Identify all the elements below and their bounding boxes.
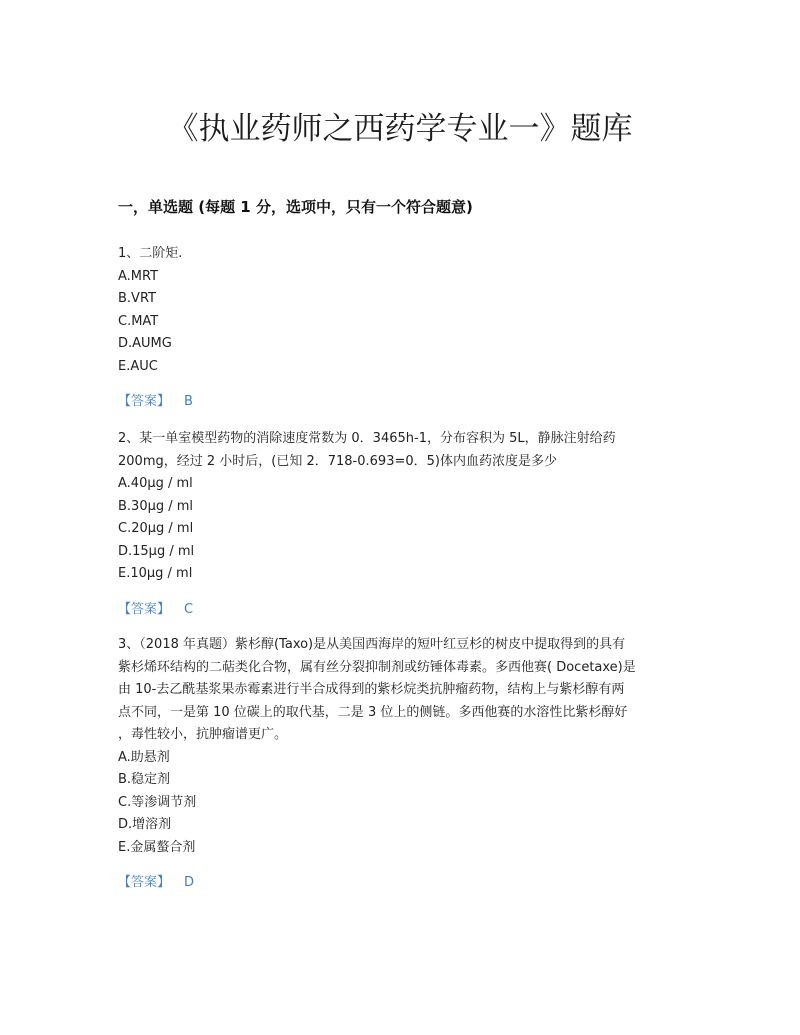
option-b: B.30μg / ml <box>118 498 194 514</box>
option-e: E.10μg / ml <box>118 566 193 581</box>
question-stem-line: 3、（2018 年真题）紫杉醇(Taxo)是从美国西海岸的短叶红豆杉的树皮中提取得到的具有 <box>118 637 626 652</box>
option-c: C.20μg / ml <box>118 521 194 536</box>
question-stem-line: 由 10-去乙酰基浆果赤霉素进行半合成得到的紫杉烷类抗肿瘤药物，结构上与紫杉醇有两 <box>118 682 625 697</box>
option-d: D.增溶剂 <box>118 817 172 832</box>
question-3-options <box>118 747 684 860</box>
option-a: A.助悬剂 <box>118 749 170 765</box>
answer-label: 【答案】 <box>118 394 171 409</box>
question-1 <box>118 243 684 413</box>
answer-label: 【答案】 <box>118 601 171 617</box>
question-stem-line: 1、二阶矩. <box>118 246 183 261</box>
answer-value: D <box>184 875 195 890</box>
question-3-stem <box>118 634 684 747</box>
answer-label: 【答案】 <box>118 875 171 890</box>
option-b: B.VRT <box>118 291 156 306</box>
question-1-stem <box>118 243 684 266</box>
question-stem-line: ，毒性较小，抗肿瘤谱更广。 <box>118 727 288 742</box>
option-c: C.MAT <box>118 313 159 329</box>
question-2-answer <box>118 599 684 621</box>
option-c: C.等渗调节剂 <box>118 794 197 810</box>
question-1-options <box>118 266 684 379</box>
question-stem-line: 2、某一单室模型药物的消除速度常数为 0．3465h-1，分布容积为 5L，静脉注射给药 <box>118 431 616 446</box>
option-e: E.金属螯合剂 <box>118 839 196 855</box>
answer-value: B <box>184 394 193 409</box>
section-heading: 一，单选题 (每题 1 分，选项中，只有一个符合题意) <box>118 198 473 216</box>
question-2-options <box>118 473 684 586</box>
option-e: E.AUC <box>118 358 158 374</box>
question-2-stem <box>118 428 684 473</box>
question-stem-line: 200mg，经过 2 小时后，(已知 2．718-0.693=0．5)体内血药浓度是多少 <box>118 453 557 469</box>
question-3 <box>118 634 684 894</box>
document-title: 《执业药师之西药学专业一》题库 <box>167 111 633 147</box>
answer-value: C <box>184 601 194 617</box>
question-stem-line: 紫杉烯环结构的二萜类化合物，属有丝分裂抑制剂或纺锤体毒素。多西他赛( Docetaxe)是 <box>118 659 636 675</box>
option-b: B.稳定剂 <box>118 772 171 787</box>
option-d: D.15μg / ml <box>118 543 195 559</box>
question-3-answer <box>118 872 684 894</box>
question-1-answer <box>118 391 684 413</box>
question-2 <box>118 428 684 621</box>
question-stem-line: 点不同，一是第 10 位碳上的取代基，二是 3 位上的侧链。多西他赛的水溶性比紫杉醇好 <box>118 704 628 720</box>
option-d: D.AUMG <box>118 336 172 351</box>
option-a: A.MRT <box>118 268 159 284</box>
option-a: A.40μg / ml <box>118 476 193 491</box>
